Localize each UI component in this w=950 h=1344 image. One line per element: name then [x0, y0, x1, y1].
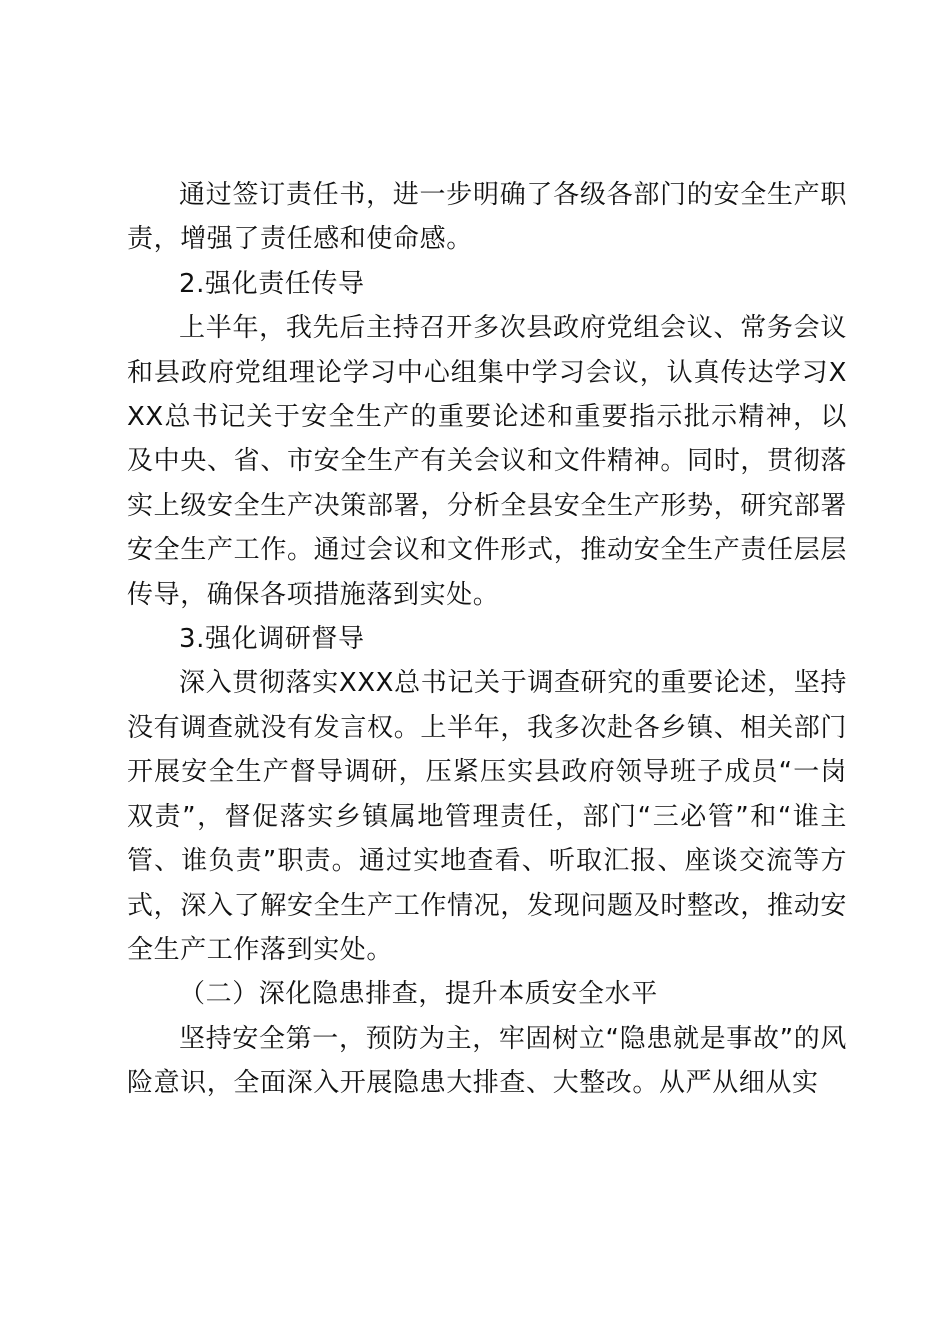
body-paragraph: 深入贯彻落实XXX总书记关于调查研究的重要论述，坚持没有调查就没有发言权。上半年，我多次赴各乡镇、相关部门开展安全生产督导调研，压紧压实县政府领导班子成员“一岗双责”，督促落实乡镇属地管理责任，部门“三必管”和“谁主管、谁负责”职责。通过实地查看、听取汇报、座谈交流等方式，深入了解安全生产工作情况，发现问题及时整改，推动安全生产工作落到实处。: [127, 668, 847, 965]
document-body: [127, 173, 847, 1106]
subheading-strengthen-supervision: 3.强化调研督导: [179, 624, 365, 655]
body-paragraph: 通过签订责任书，进一步明确了各级各部门的安全生产职责，增强了责任感和使命感。: [127, 180, 847, 255]
body-paragraph: 坚持安全第一，预防为主，牢固树立“隐患就是事故”的风险意识，全面深入开展隐患大排查、大整改。从严从细从实: [127, 1023, 847, 1099]
subheading-strengthen-responsibility: 2.强化责任传导: [179, 268, 365, 299]
body-paragraph: 上半年，我先后主持召开多次县政府党组会议、常务会议和县政府党组理论学习中心组集中学习会议，认真传达学习XXX总书记关于安全生产的重要论述和重要指示批示精神，以及中央、省、市安全生产有关会议和文件精神。同时，贯彻落实上级安全生产决策部署，分析全县安全生产形势，研究部署安全生产工作。通过会议和文件形式，推动安全生产责任层层传导，确保各项措施落到实处。: [127, 313, 847, 610]
section-heading-hazard-inspection: （二）深化隐患排查，提升本质安全水平: [179, 979, 658, 1010]
